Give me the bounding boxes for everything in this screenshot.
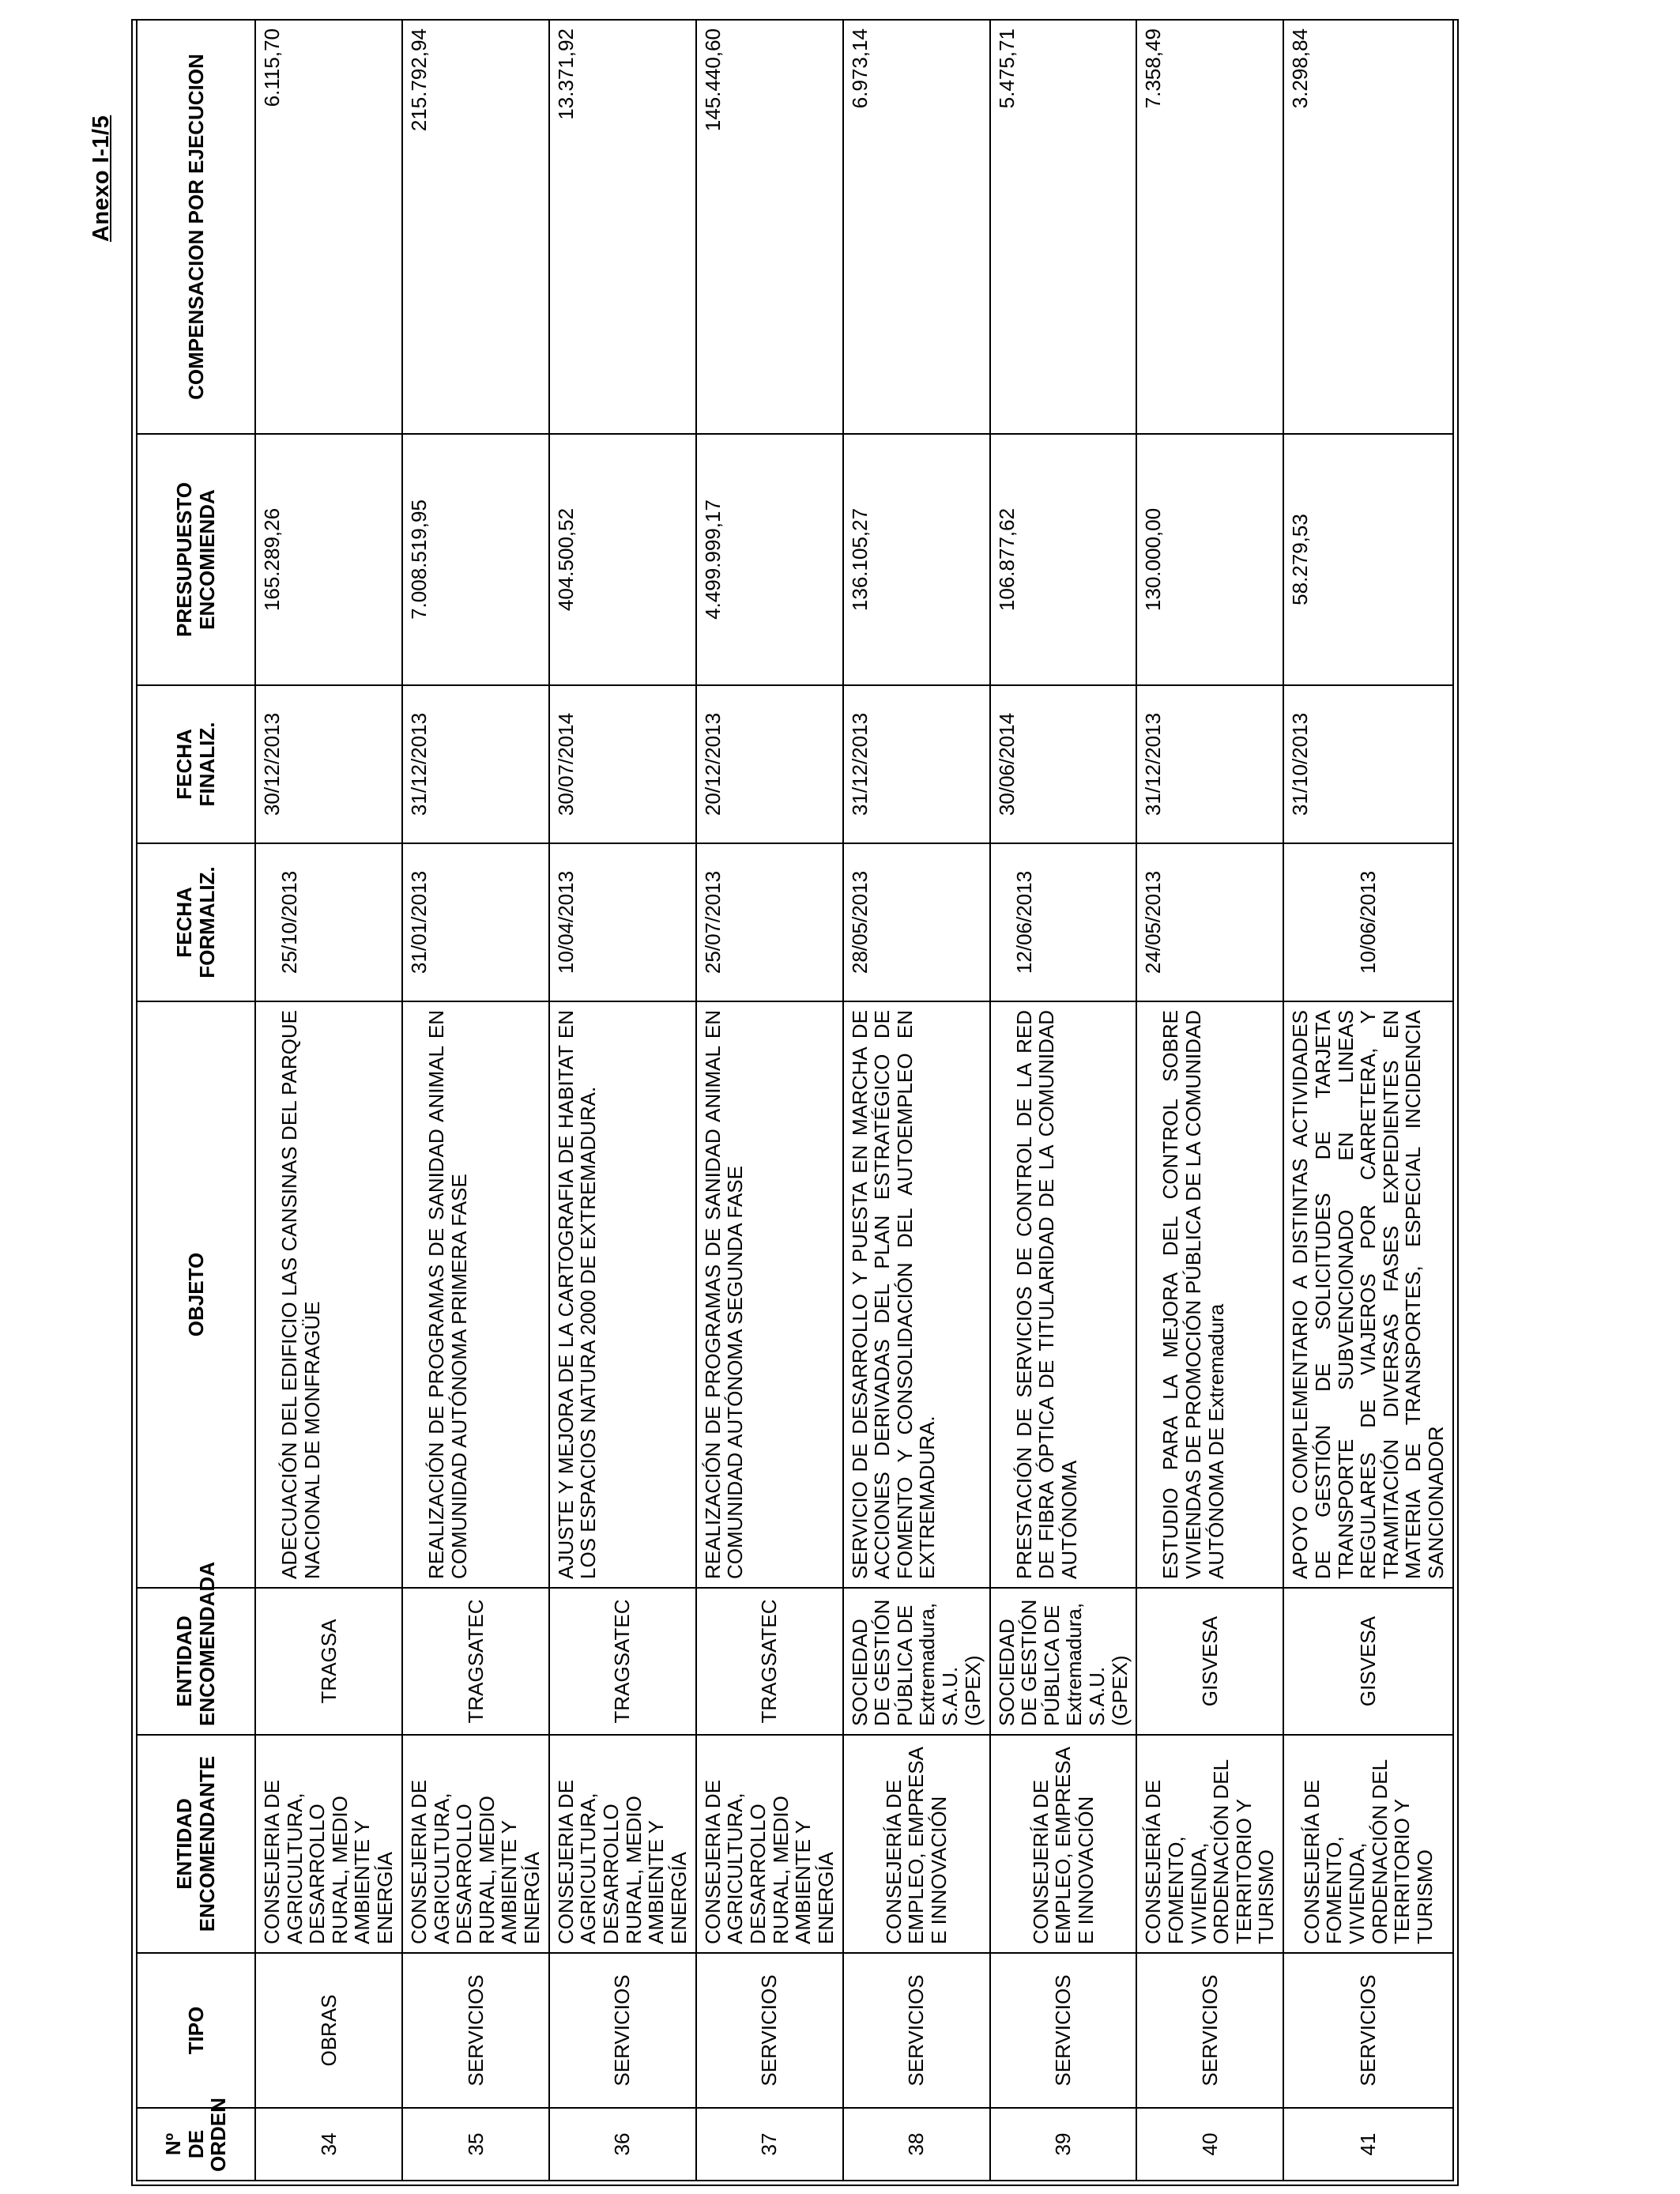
header-fecha-formaliz: FECHA FORMALIZ.: [137, 843, 255, 1001]
cell-encomendada: TRAGSATEC: [696, 1588, 843, 1735]
cell-orden: 39: [990, 2108, 1137, 2181]
table-frame: [131, 19, 1459, 2186]
table-row: [1136, 20, 1283, 2181]
cell-tipo: SERVICIOS: [990, 1953, 1137, 2108]
cell-fecha-formaliz: 31/01/2013: [402, 843, 549, 1001]
cell-encomendada: TRAGSA: [255, 1588, 402, 1735]
cell-objeto: PRESTACIÓN DE SERVICIOS DE CONTROL DE LA RED DE FIBRA ÓPTICA DE TITULARIDAD DE LA COMUNIDAD AUTÓNOMA: [990, 1001, 1137, 1588]
cell-objeto: SERVICIO DE DESARROLLO Y PUESTA EN MARCHA DE ACCIONES DERIVADAS DEL PLAN ESTRATÉGICO DE FOMENTO Y CONSOLIDACIÓN DEL AUTOEMPLEO EN EXTREMADURA.: [843, 1001, 990, 1588]
cell-fecha-formaliz: 10/06/2013: [1283, 843, 1453, 1001]
header-presupuesto: PRESUPUESTO ENCOMIENDA: [137, 434, 255, 685]
cell-fecha-formaliz: 24/05/2013: [1136, 843, 1283, 1001]
cell-compensacion: 215.792,94: [402, 20, 549, 434]
cell-fecha-finaliz: 31/10/2013: [1283, 685, 1453, 843]
cell-tipo: SERVICIOS: [402, 1953, 549, 2108]
cell-encomendante: CONSEJERÍA DE EMPLEO, EMPRESA E INNOVACIÓN: [990, 1735, 1137, 1953]
cell-presupuesto: 130.000,00: [1136, 434, 1283, 685]
cell-objeto: AJUSTE Y MEJORA DE LA CARTOGRAFIA DE HABITAT EN LOS ESPACIOS NATURA 2000 DE EXTREMADURA.: [549, 1001, 696, 1588]
cell-encomendada: SOCIEDAD DE GESTIÓN PÚBLICA DE Extremadura, S.A.U. (GPEX): [843, 1588, 990, 1735]
cell-presupuesto: 58.279,53: [1283, 434, 1453, 685]
cell-fecha-formaliz: 10/04/2013: [549, 843, 696, 1001]
table-row: [549, 20, 696, 2181]
header-objeto: OBJETO: [137, 1001, 255, 1588]
cell-tipo: SERVICIOS: [696, 1953, 843, 2108]
header-tipo: TIPO: [137, 1953, 255, 2108]
cell-presupuesto: 136.105,27: [843, 434, 990, 685]
cell-encomendada: TRAGSATEC: [402, 1588, 549, 1735]
table-row: [1283, 20, 1453, 2181]
cell-presupuesto: 106.877,62: [990, 434, 1137, 685]
cell-compensacion: 6.973,14: [843, 20, 990, 434]
table-row: [255, 20, 402, 2181]
cell-orden: 38: [843, 2108, 990, 2181]
cell-tipo: OBRAS: [255, 1953, 402, 2108]
cell-tipo: SERVICIOS: [843, 1953, 990, 2108]
cell-presupuesto: 7.008.519,95: [402, 434, 549, 685]
cell-objeto: REALIZACIÓN DE PROGRAMAS DE SANIDAD ANIMAL EN COMUNIDAD AUTÓNOMA PRIMERA FASE: [402, 1001, 549, 1588]
header-row: [137, 20, 255, 2181]
cell-compensacion: 6.115,70: [255, 20, 402, 434]
cell-presupuesto: 4.499.999,17: [696, 434, 843, 685]
cell-compensacion: 5.475,71: [990, 20, 1137, 434]
cell-tipo: SERVICIOS: [1136, 1953, 1283, 2108]
cell-encomendada: GISVESA: [1136, 1588, 1283, 1735]
cell-encomendada: GISVESA: [1283, 1588, 1453, 1735]
cell-fecha-finaliz: 31/12/2013: [1136, 685, 1283, 843]
header-encomendante: ENTIDAD ENCOMENDANTE: [137, 1735, 255, 1953]
cell-encomendante: CONSEJERIA DE AGRICULTURA, DESARROLLO RURAL, MEDIO AMBIENTE Y ENERGÍA: [402, 1735, 549, 1953]
cell-orden: 40: [1136, 2108, 1283, 2181]
cell-presupuesto: 404.500,52: [549, 434, 696, 685]
table-row: [990, 20, 1137, 2181]
cell-objeto: REALIZACIÓN DE PROGRAMAS DE SANIDAD ANIMAL EN COMUNIDAD AUTÓNOMA SEGUNDA FASE: [696, 1001, 843, 1588]
cell-compensacion: 3.298,84: [1283, 20, 1453, 434]
table-row: [402, 20, 549, 2181]
cell-tipo: SERVICIOS: [1283, 1953, 1453, 2108]
cell-encomendante: CONSEJERIA DE AGRICULTURA, DESARROLLO RURAL, MEDIO AMBIENTE Y ENERGÍA: [255, 1735, 402, 1953]
cell-orden: 36: [549, 2108, 696, 2181]
cell-orden: 34: [255, 2108, 402, 2181]
cell-tipo: SERVICIOS: [549, 1953, 696, 2108]
header-encomendada: ENTIDAD ENCOMENDADA: [137, 1588, 255, 1735]
cell-compensacion: 7.358,49: [1136, 20, 1283, 434]
table-row: [843, 20, 990, 2181]
cell-encomendante: CONSEJERÍA DE EMPLEO, EMPRESA E INNOVACIÓN: [843, 1735, 990, 1953]
cell-encomendada: TRAGSATEC: [549, 1588, 696, 1735]
header-compensacion: COMPENSACION POR EJECUCION: [137, 20, 255, 434]
cell-fecha-formaliz: 25/10/2013: [255, 843, 402, 1001]
cell-fecha-formaliz: 28/05/2013: [843, 843, 990, 1001]
cell-encomendante: CONSEJERÍA DE FOMENTO, VIVIENDA, ORDENACIÓN DEL TERRITORIO Y TURISMO: [1283, 1735, 1453, 1953]
cell-objeto: APOYO COMPLEMENTARIO A DISTINTAS ACTIVIDADES DE GESTIÓN DE SOLICITUDES DE TARJETA TRANSPORTE SUBVENCIONADO EN LINEAS REGULARES DE VIAJEROS POR CARRETERA, Y TRAMITACIÓN DIVERSAS FASES EXPEDIENTES EN MATERIA DE TRANSPORTES, ESPECIAL INCIDENCIA SANCIONADOR: [1283, 1001, 1453, 1588]
cell-orden: 41: [1283, 2108, 1453, 2181]
cell-objeto: ADECUACIÓN DEL EDIFICIO LAS CANSINAS DEL PARQUE NACIONAL DE MONFRAGÜE: [255, 1001, 402, 1588]
cell-orden: 35: [402, 2108, 549, 2181]
cell-compensacion: 13.371,92: [549, 20, 696, 434]
cell-encomendante: CONSEJERÍA DE FOMENTO, VIVIENDA, ORDENACIÓN DEL TERRITORIO Y TURISMO: [1136, 1735, 1283, 1953]
cell-objeto: ESTUDIO PARA LA MEJORA DEL CONTROL SOBRE VIVIENDAS DE PROMOCIÓN PÚBLICA DE LA COMUNIDAD AUTÓNOMA DE Extremadura: [1136, 1001, 1283, 1588]
cell-compensacion: 145.440,60: [696, 20, 843, 434]
annex-label: Anexo I-1/5: [89, 115, 114, 242]
cell-fecha-finaliz: 20/12/2013: [696, 685, 843, 843]
cell-fecha-finaliz: 30/06/2014: [990, 685, 1137, 843]
cell-fecha-finaliz: 31/12/2013: [402, 685, 549, 843]
encomiendas-table: [136, 19, 1454, 2181]
cell-presupuesto: 165.289,26: [255, 434, 402, 685]
cell-encomendante: CONSEJERIA DE AGRICULTURA, DESARROLLO RURAL, MEDIO AMBIENTE Y ENERGÍA: [549, 1735, 696, 1953]
cell-encomendante: CONSEJERIA DE AGRICULTURA, DESARROLLO RURAL, MEDIO AMBIENTE Y ENERGÍA: [696, 1735, 843, 1953]
cell-encomendada: SOCIEDAD DE GESTIÓN PÚBLICA DE Extremadura, S.A.U. (GPEX): [990, 1588, 1137, 1735]
cell-fecha-finaliz: 31/12/2013: [843, 685, 990, 843]
header-orden: Nº DE ORDEN: [137, 2108, 255, 2181]
table-row: [696, 20, 843, 2181]
cell-fecha-formaliz: 25/07/2013: [696, 843, 843, 1001]
cell-orden: 37: [696, 2108, 843, 2181]
cell-fecha-finaliz: 30/12/2013: [255, 685, 402, 843]
cell-fecha-finaliz: 30/07/2014: [549, 685, 696, 843]
header-fecha-finaliz: FECHA FINALIZ.: [137, 685, 255, 843]
cell-fecha-formaliz: 12/06/2013: [990, 843, 1137, 1001]
